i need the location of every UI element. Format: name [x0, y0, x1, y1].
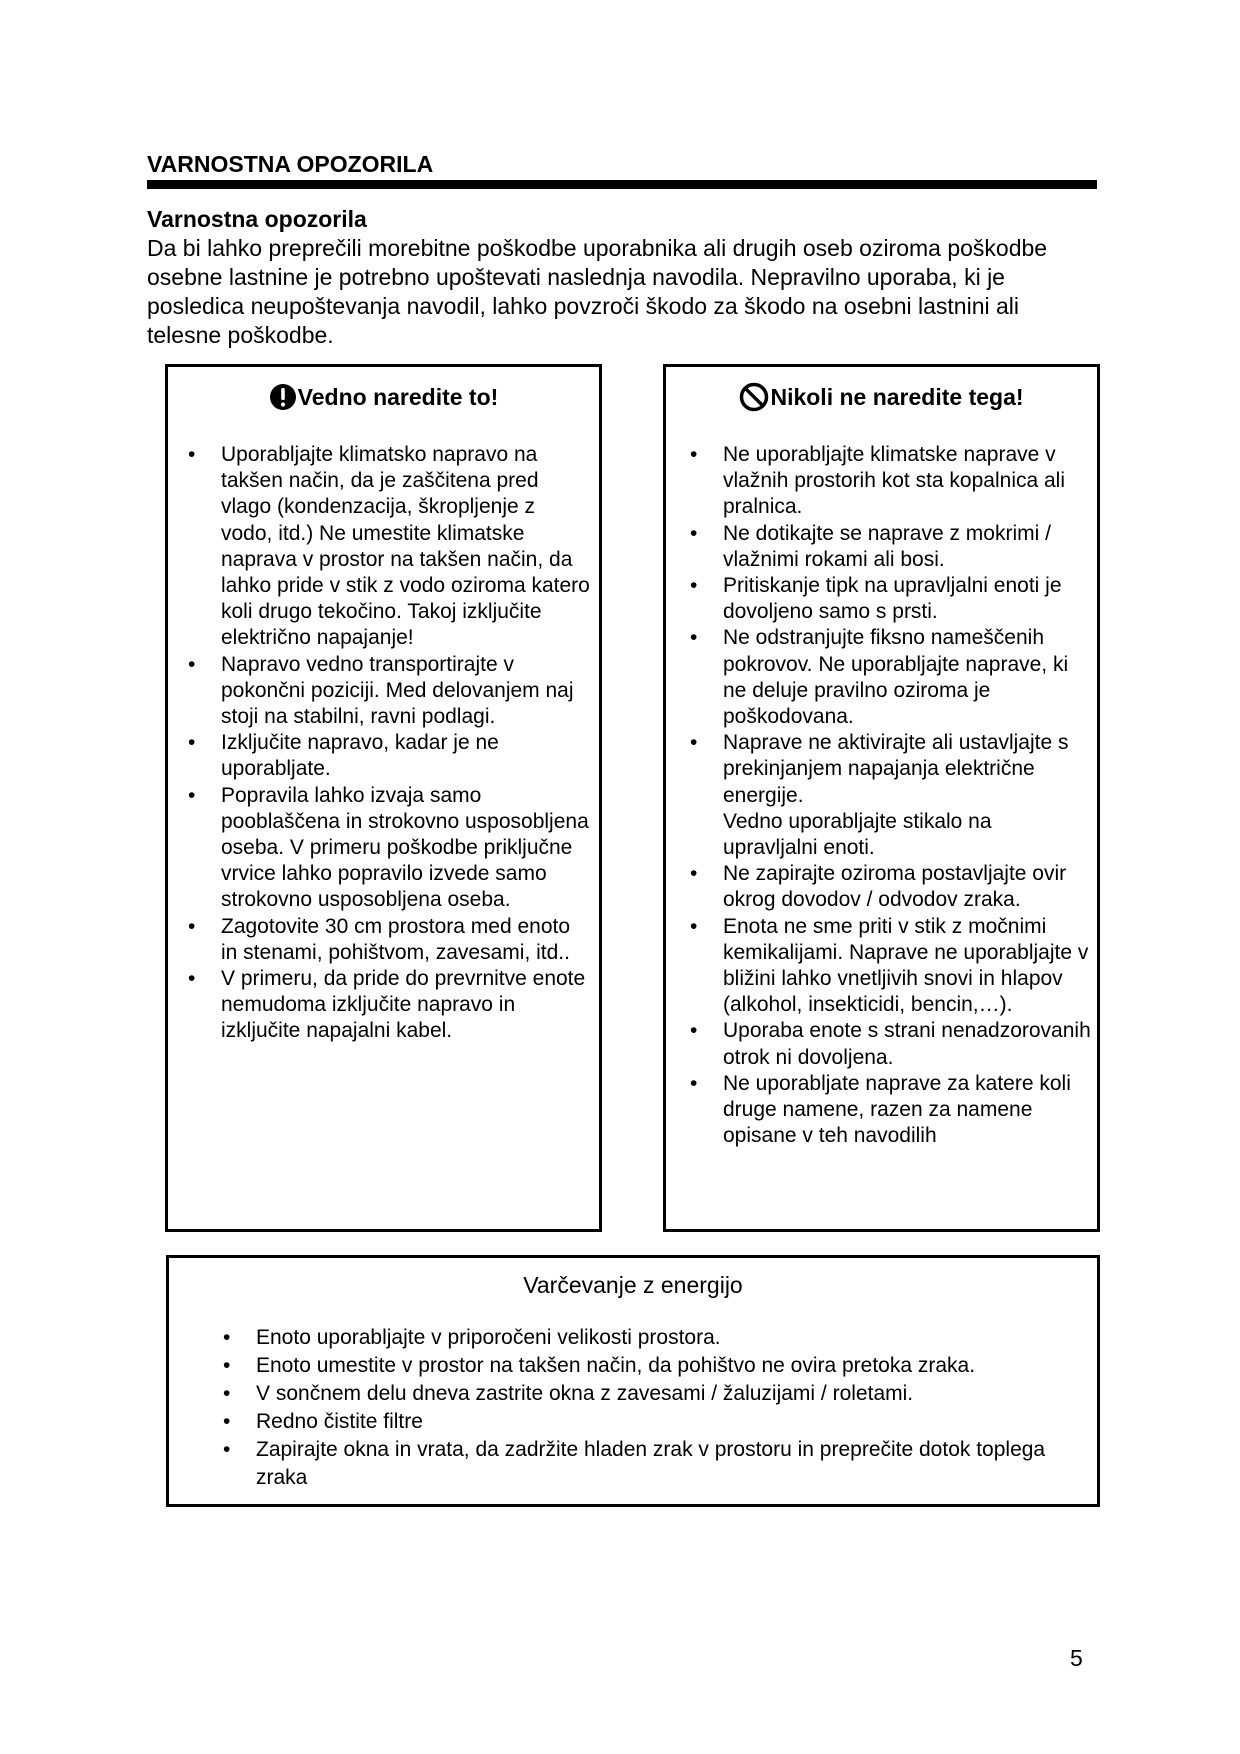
page-header: [147, 150, 1097, 189]
always-do-list: [168, 442, 599, 1045]
list-item: • Ne uporabljajte klimatske naprave v vlažnih prostorih kot sta kopalnica ali pralnica.: [723, 442, 1091, 521]
list-item: • Napravo vedno transportirajte v pokončni poziciji. Med delovanjem naj stoji na stabilni, ravni podlagi.: [221, 652, 591, 731]
intro-subtitle: Varnostna opozorila: [147, 206, 367, 232]
list-item: • Enota ne sme priti v stik z močnimi kemikalijami. Naprave ne uporabljajte v bližini lahko vnetljivih snovi in hlapov (alkohol, insekticidi, bencin,…).: [723, 914, 1091, 1019]
switch-note: Vedno uporabljajte stikalo na upravljalni enoti.: [723, 809, 992, 860]
never-do-title: Nikoli ne naredite tega!: [770, 383, 1024, 410]
always-do-title: Vedno naredite to!: [297, 383, 499, 410]
always-do-box: [165, 364, 602, 1232]
list-item: • Ne zapirajte oziroma postavljajte ovir okrog dovodov / odvodov zraka.: [723, 861, 1091, 913]
list-item: • Ne dotikajte se naprave z mokrimi / vlažnimi rokami ali bosi.: [723, 521, 1091, 573]
energy-saving-title: Varčevanje z energijo: [523, 1272, 743, 1298]
never-do-box: [663, 364, 1100, 1232]
section-title: VARNOSTNA OPOZORILA: [147, 151, 434, 177]
list-item: • Izključite napravo, kadar je ne uporabljate.: [221, 730, 591, 782]
intro-paragraph: Da bi lahko preprečili morebitne poškodbe uporabnika ali drugih oseb oziroma poškodbe osebne lastnine je potrebno upoštevati naslednja navodila. Nepravilno uporaba, ki je posledica neupoštevanja navodil, lahko povzroči škodo za škodo na osebni lastnini ali telesne poškodbe.: [147, 235, 1048, 348]
list-item: • V primeru, da pride do prevrnitve enote nemudoma izključite napravo in izključite napajalni kabel.: [221, 966, 591, 1045]
always-do-header: [168, 379, 599, 415]
never-do-header: [666, 379, 1097, 415]
list-item: • Uporaba enote s strani nenadzorovanih otrok ni dovoljena.: [723, 1018, 1091, 1070]
list-item-text: Naprave ne aktivirajte ali ustavljajte s prekinjanjem napajanja električne energije.: [723, 731, 1069, 807]
list-item: • Enoto umestite v prostor na takšen način, da pohištvo ne ovira pretoka zraka.: [256, 1352, 1087, 1380]
list-item: • V sončnem delu dneva zastrite okna z zavesami / žaluzijami / roletami.: [256, 1380, 1087, 1408]
list-item: • Ne odstranjujte fiksno nameščenih pokrovov. Ne uporabljajte naprave, ki ne deluje pravilno oziroma je poškodovana.: [723, 625, 1091, 730]
list-item: • Zagotovite 30 cm prostora med enoto in stenami, pohištvom, zavesami, itd..: [221, 914, 591, 966]
list-item: • Ne uporabljate naprave za katere koli druge namene, razen za namene opisane v teh navodilih: [723, 1071, 1091, 1150]
list-item: • Zapirajte okna in vrata, da zadržite hladen zrak v prostoru in preprečite dotok toplega zraka: [256, 1436, 1087, 1492]
list-item: • Pritiskanje tipk na upravljalni enoti je dovoljeno samo s prsti.: [723, 573, 1091, 625]
title-rule: [147, 180, 1097, 189]
prohibited-icon: [739, 382, 769, 412]
list-item: • Enoto uporabljajte v priporočeni velikosti prostora.: [256, 1324, 1087, 1352]
never-do-list: [666, 442, 1097, 1149]
list-item: [723, 730, 1091, 861]
list-item: • Popravila lahko izvaja samo pooblaščena in strokovno usposobljena oseba. V primeru poškodbe priključne vrvice lahko popravilo izvede samo strokovno usposobljena oseba.: [221, 783, 591, 914]
exclamation-circle-icon: [269, 383, 297, 411]
energy-saving-list: [169, 1324, 1097, 1492]
list-item: • Redno čistite filtre: [256, 1408, 1087, 1436]
intro-section: [147, 205, 1097, 350]
list-item: • Uporabljajte klimatsko napravo na takšen način, da je zaščitena pred vlago (kondenzacija, škropljenje z vodo, itd.) Ne umestite klimatske naprava v prostor na takšen način, da lahko pride v stik z vodo oziroma katero koli drugo tekočino. Takoj izključite električno napajanje!: [221, 442, 591, 652]
energy-saving-box: [166, 1255, 1100, 1507]
page-number: 5: [1070, 1645, 1083, 1671]
